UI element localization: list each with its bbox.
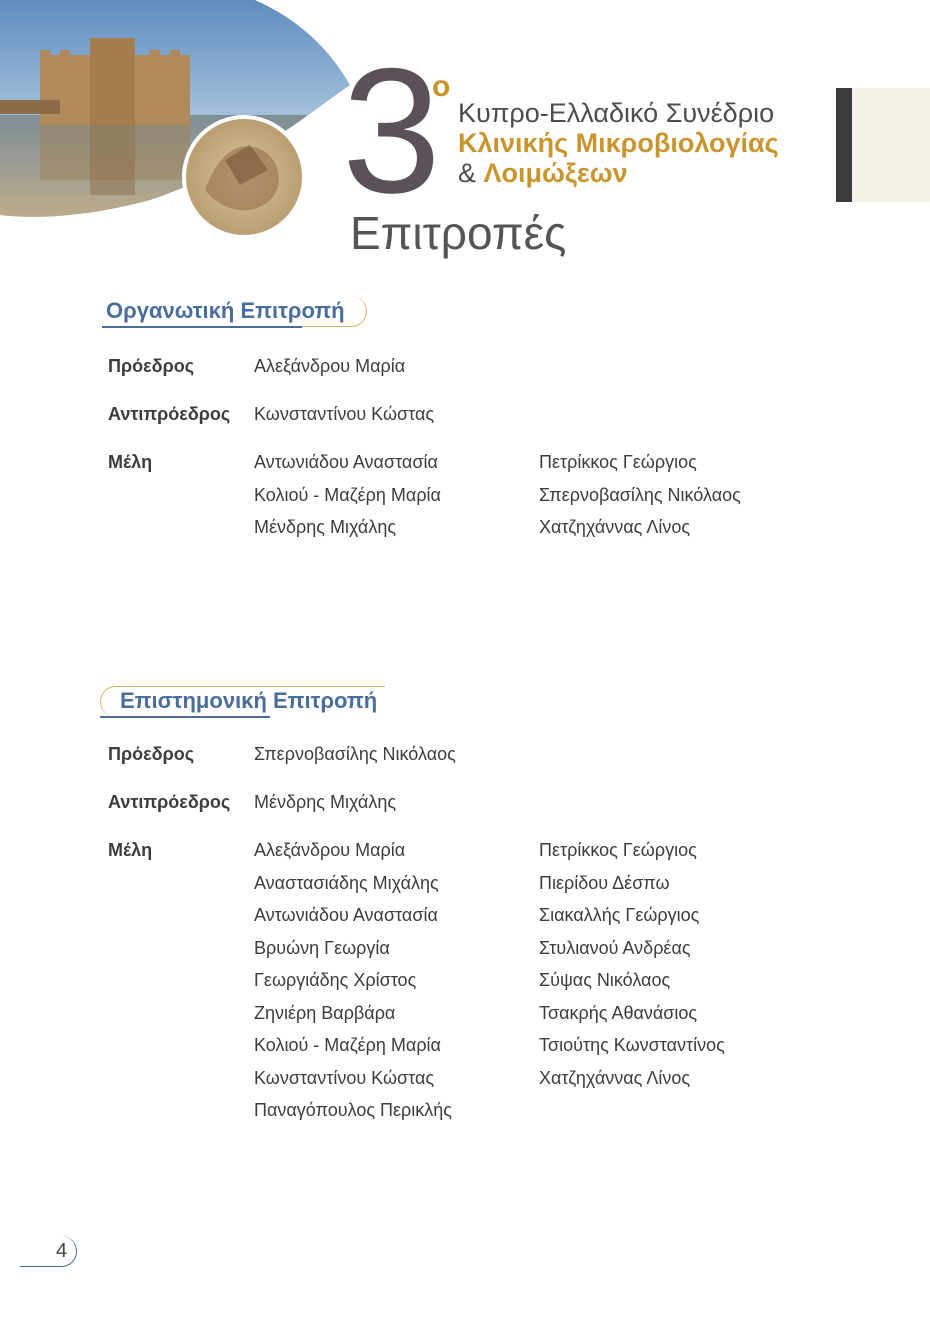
conference-title-line3 xyxy=(458,160,628,187)
value-vice-president: Μένδρης Μιχάλης xyxy=(254,792,397,812)
section-title-organizing: Οργανωτική Επιτροπή xyxy=(106,298,345,323)
label-president: Πρόεδρος xyxy=(108,356,195,376)
members-column-2 xyxy=(539,450,741,548)
member-name: Αντωνιάδου Αναστασία xyxy=(254,452,438,472)
side-tab-bar xyxy=(836,88,852,202)
member-name: Παναγόπουλος Περικλής xyxy=(254,1100,452,1120)
member-name: Μένδρης Μιχάλης xyxy=(254,517,397,537)
page-title: Επιτροπές xyxy=(350,207,567,259)
member-name: Σύψας Νικόλαος xyxy=(539,970,671,990)
member-name: Αλεξάνδρου Μαρία xyxy=(254,840,406,860)
edition-number: 3 xyxy=(342,31,437,230)
page-number: 4 xyxy=(56,1240,68,1262)
value-president: Αλεξάνδρου Μαρία xyxy=(254,356,406,376)
member-name: Πετρίκκος Γεώργιος xyxy=(539,452,697,472)
members-column-2 xyxy=(539,838,725,1098)
page-number-frame xyxy=(20,1236,77,1267)
member-name: Τσακρής Αθανάσιος xyxy=(539,1002,698,1023)
member-name: Γεωργιάδης Χρίστος xyxy=(254,970,417,990)
label-president: Πρόεδρος xyxy=(108,744,195,764)
member-name: Χατζηχάννας Λίνος xyxy=(539,517,691,537)
section-underline-scientific xyxy=(100,716,270,718)
value-vice-president: Κωνσταντίνου Κώστας xyxy=(254,404,435,424)
members-column-1 xyxy=(254,838,452,1131)
member-name: Ζηνιέρη Βαρβάρα xyxy=(254,1002,396,1023)
member-name: Κολιού - Μαζέρη Μαρία xyxy=(254,484,441,505)
section-heading-scientific xyxy=(120,686,377,716)
conference-title-line1: Κυπρο-Ελλαδικό Συνέδριο xyxy=(458,98,775,128)
members-column-1 xyxy=(254,450,441,548)
section-underline-organizing xyxy=(102,326,302,328)
member-name: Βρυώνη Γεωργία xyxy=(254,937,390,958)
label-vice-president: Αντιπρόεδρος xyxy=(108,792,231,812)
section-title-scientific: Επιστημονική Επιτροπή xyxy=(120,688,378,713)
label-members: Μέλη xyxy=(108,840,153,860)
conference-title-ampersand: & xyxy=(458,158,477,188)
edition-ordinal: ο xyxy=(432,70,451,103)
section-heading-organizing xyxy=(106,296,345,326)
member-name: Πετρίκκος Γεώργιος xyxy=(539,840,697,860)
conference-title-line2: Κλινικής Μικροβιολογίας xyxy=(458,128,779,158)
member-name: Σιακαλλής Γεώργιος xyxy=(539,905,700,925)
member-name: Στυλιανού Ανδρέας xyxy=(539,937,691,958)
hero-castle-image xyxy=(0,0,360,250)
member-name: Κωνσταντίνου Κώστας xyxy=(254,1067,435,1088)
member-name: Τσιούτης Κωνσταντίνος xyxy=(539,1035,725,1055)
member-name: Κολιού - Μαζέρη Μαρία xyxy=(254,1035,441,1055)
member-name: Σπερνοβασίλης Νικόλαος xyxy=(539,484,741,505)
member-name: Χατζηχάννας Λίνος xyxy=(539,1067,691,1088)
label-vice-president: Αντιπρόεδρος xyxy=(108,404,231,424)
conference-title-infections: Λοιμώξεων xyxy=(483,158,628,188)
member-name: Πιερίδου Δέσπω xyxy=(539,872,670,893)
label-members: Μέλη xyxy=(108,452,153,472)
member-name: Αναστασιάδης Μιχάλης xyxy=(254,872,439,893)
value-president: Σπερνοβασίλης Νικόλαος xyxy=(254,744,456,764)
member-name: Αντωνιάδου Αναστασία xyxy=(254,905,438,925)
